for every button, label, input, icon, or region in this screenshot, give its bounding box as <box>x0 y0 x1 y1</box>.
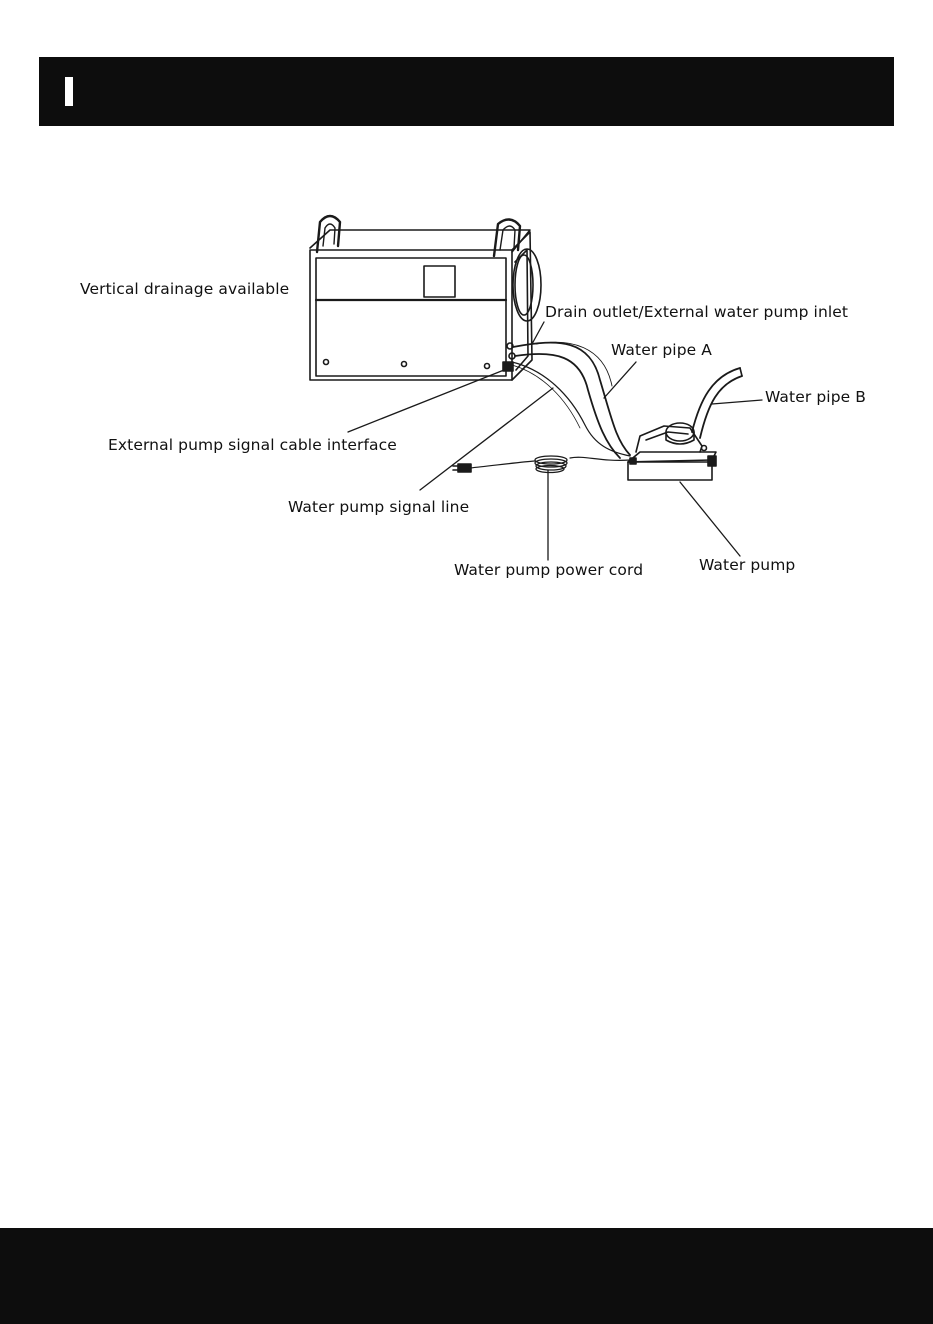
label-signal-line: Water pump signal line <box>288 498 470 516</box>
water-pump-body <box>628 423 716 480</box>
label-vertical-drainage: Vertical drainage available <box>80 280 290 298</box>
label-signal-cable-interface: External pump signal cable interface <box>108 436 397 454</box>
footer-bar <box>0 1228 933 1324</box>
label-drain-outlet: Drain outlet/External water pump inlet <box>545 303 849 321</box>
label-power-cord: Water pump power cord <box>454 561 644 579</box>
label-water-pipe-b: Water pipe B <box>765 388 867 406</box>
dehumidifier-unit <box>310 216 541 380</box>
label-water-pump: Water pump <box>699 556 796 574</box>
label-water-pipe-a: Water pipe A <box>611 341 712 359</box>
signal-line-cable <box>512 362 630 456</box>
power-cord-cable <box>453 456 630 473</box>
water-pipe-a-hose <box>513 342 630 458</box>
